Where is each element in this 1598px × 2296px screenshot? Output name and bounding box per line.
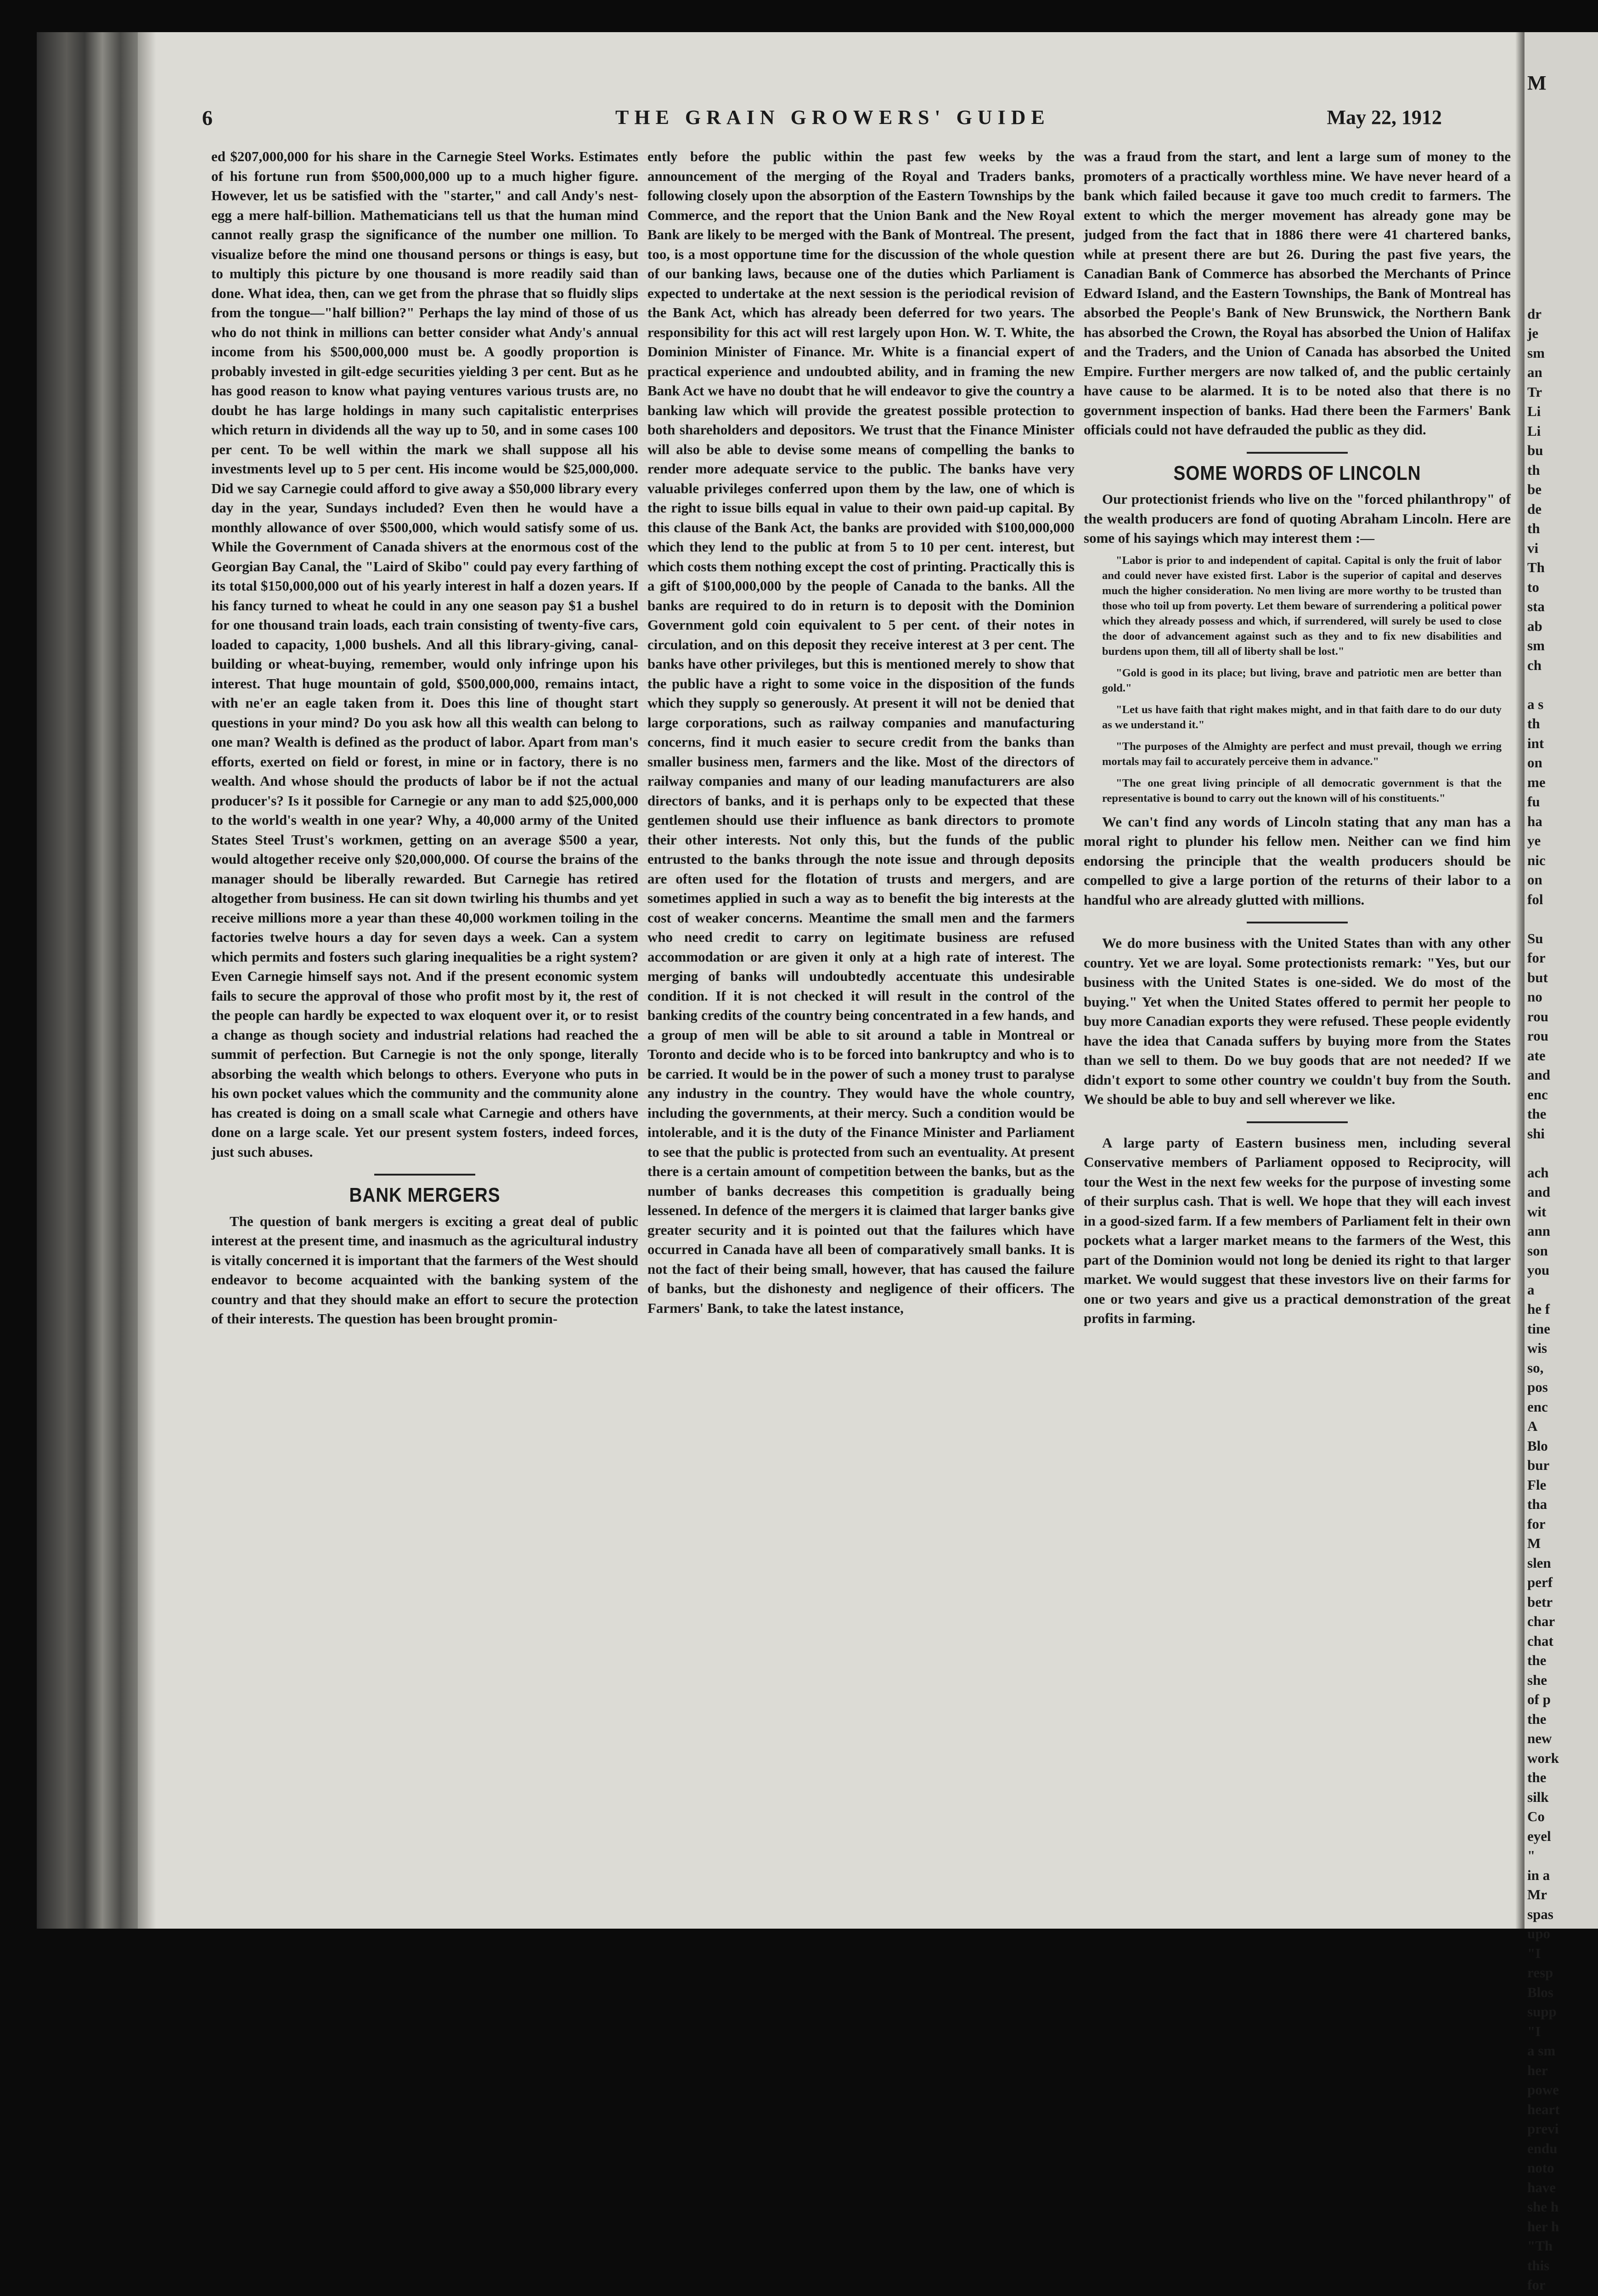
facing-page-line: sm bbox=[1527, 636, 1598, 656]
facing-page-line: on bbox=[1527, 753, 1598, 773]
facing-page-line: Blo bbox=[1527, 1436, 1598, 1456]
facing-page-line: Co bbox=[1527, 1807, 1598, 1827]
facing-page-line: for bbox=[1527, 948, 1598, 968]
facing-page-header: M bbox=[1527, 73, 1598, 93]
facing-page-line: have bbox=[1527, 2178, 1598, 2198]
facing-page-line bbox=[1527, 909, 1598, 929]
facing-page-line: ab bbox=[1527, 617, 1598, 636]
facing-page-line: endu bbox=[1527, 2139, 1598, 2159]
column-2 bbox=[647, 147, 1075, 1318]
lincoln-quote: "Labor is prior to and independent of capital. Capital is only the fruit of labor and could never have existed first. Labor is the superior of capital and deserves much the higher consideration. No men living are more worthy to be trusted than those who toil up from poverty. Let them beware of surrendering a political power which they already possess and which, if surrendered, will surely be used to close the door of advancement against such as they and to fix new disabilities and burdens upon them, till all of liberty shall be lost." bbox=[1102, 553, 1502, 659]
lincoln-quote: "Gold is good in its place; but living, brave and patriotic men are better than gold." bbox=[1102, 665, 1502, 696]
newspaper-page bbox=[138, 32, 1525, 1929]
facing-page-line: Fle bbox=[1527, 1475, 1598, 1495]
facing-page-line: but bbox=[1527, 968, 1598, 988]
masthead-title: THE GRAIN GROWERS' GUIDE bbox=[615, 106, 1050, 129]
facing-page-line: fu bbox=[1527, 792, 1598, 812]
facing-page-line: supp bbox=[1527, 2002, 1598, 2022]
facing-page-text bbox=[1525, 304, 1598, 2296]
facing-page-line: eyel bbox=[1527, 1827, 1598, 1846]
facing-page-line: for bbox=[1527, 1514, 1598, 1534]
facing-page-line: int bbox=[1527, 734, 1598, 754]
trade-paragraph: We do more business with the United States than with any other country. Yet we are loyal. Some protectionists remark: "Yes, but our business with the United States is one-sided. We do most of the buying." Yet when the United States offered to permit her people to buy more Canadian exports they were refused. These people evidently have the idea that Canada suffers by buying more from the States than we sell to them. Do we buy goods that are not needed? If we didn't export to some other country we couldn't buy from the South. We should be able to buy and sell wherever we like. bbox=[1084, 934, 1511, 1109]
facing-page-line: ann bbox=[1527, 1221, 1598, 1241]
facing-page-line: the bbox=[1527, 1710, 1598, 1729]
lincoln-intro: Our protectionist friends who live on the "forced philanthropy" of the wealth producers are fond of quoting Abraham Lincoln. Here are some of his sayings which may interest them :— bbox=[1084, 490, 1511, 548]
facing-page-line: perf bbox=[1527, 1573, 1598, 1593]
facing-page-line: sta bbox=[1527, 597, 1598, 617]
bank-mergers-heading: BANK MERGERS bbox=[237, 1186, 613, 1205]
facing-page-line: A bbox=[1527, 1417, 1598, 1436]
facing-page-line: a s bbox=[1527, 695, 1598, 715]
facing-page-line: vi bbox=[1527, 539, 1598, 558]
facing-page-line: Blos bbox=[1527, 1983, 1598, 2003]
facing-page-line: work bbox=[1527, 1749, 1598, 1768]
facing-page-line: so, bbox=[1527, 1358, 1598, 1378]
issue-date: May 22, 1912 bbox=[1327, 106, 1442, 129]
facing-page-line: a sm bbox=[1527, 2041, 1598, 2061]
facing-page-line: of p bbox=[1527, 1690, 1598, 1710]
facing-page-line: in a bbox=[1527, 1866, 1598, 1885]
facing-page-line: bu bbox=[1527, 441, 1598, 461]
facing-page-line: shi bbox=[1527, 1124, 1598, 1144]
facing-page-line: Tr bbox=[1527, 383, 1598, 402]
lincoln-heading: SOME WORDS OF LINCOLN bbox=[1109, 464, 1485, 484]
facing-page-line: powe bbox=[1527, 2080, 1598, 2100]
facing-page-line: wis bbox=[1527, 1339, 1598, 1358]
section-divider bbox=[1247, 922, 1348, 923]
facing-page-line: rou bbox=[1527, 1007, 1598, 1027]
facing-page-line: ate bbox=[1527, 1046, 1598, 1066]
facing-page-line: spas bbox=[1527, 1905, 1598, 1925]
facing-page-line: the bbox=[1527, 1651, 1598, 1671]
facing-page-line: th bbox=[1527, 714, 1598, 734]
facing-page-line: previ bbox=[1527, 2119, 1598, 2139]
facing-page-line: wit bbox=[1527, 1202, 1598, 1222]
section-divider bbox=[374, 1174, 475, 1176]
facing-page-line: tha bbox=[1527, 1495, 1598, 1514]
facing-page-line: th bbox=[1527, 461, 1598, 480]
facing-page-line: M bbox=[1527, 1534, 1598, 1553]
lincoln-quote: "Let us have faith that right makes might, and in that faith dare to do our duty as we understand it." bbox=[1102, 702, 1502, 732]
facing-page-line: this bbox=[1527, 2256, 1598, 2276]
facing-page-line: je bbox=[1527, 324, 1598, 343]
facing-page-line: Su bbox=[1527, 929, 1598, 949]
facing-page-line: for bbox=[1527, 2275, 1598, 2295]
facing-page-line: dr bbox=[1527, 304, 1598, 324]
facing-page-line: Th bbox=[1527, 558, 1598, 578]
running-header bbox=[138, 106, 1525, 142]
facing-page-line: sm bbox=[1527, 343, 1598, 363]
facing-page-line: char bbox=[1527, 1612, 1598, 1632]
facing-page-line: de bbox=[1527, 500, 1598, 519]
lincoln-quote: "The purposes of the Almighty are perfect and must prevail, though we erring mortals may fail to accurately perceive them in advance." bbox=[1102, 739, 1502, 769]
facing-page-line: nic bbox=[1527, 851, 1598, 871]
facing-page-line: and bbox=[1527, 1182, 1598, 1202]
facing-page-line: noto bbox=[1527, 2158, 1598, 2178]
facing-page-line: and bbox=[1527, 1065, 1598, 1085]
facing-page-line: an bbox=[1527, 363, 1598, 383]
facing-page-line: son bbox=[1527, 1241, 1598, 1261]
column-3 bbox=[1084, 147, 1511, 1328]
page-number: 6 bbox=[202, 106, 213, 130]
facing-page-line: "I bbox=[1527, 2022, 1598, 2042]
facing-page bbox=[1525, 32, 1598, 1929]
facing-page-line: she bbox=[1527, 1671, 1598, 1690]
facing-page-line: " bbox=[1527, 1846, 1598, 1866]
facing-page-line: Mr bbox=[1527, 1885, 1598, 1905]
facing-page-line: resp bbox=[1527, 1963, 1598, 1983]
facing-page-line: to bbox=[1527, 578, 1598, 597]
facing-page-line: ye bbox=[1527, 831, 1598, 851]
facing-page-line: "I bbox=[1527, 1944, 1598, 1964]
facing-page-line: be bbox=[1527, 480, 1598, 500]
facing-page-line: rou bbox=[1527, 1026, 1598, 1046]
facing-page-line: the bbox=[1527, 1768, 1598, 1788]
carnegie-article-text: ed $207,000,000 for his share in the Carnegie Steel Works. Estimates of his fortune run from $500,000,000 up to a much higher figure. However, let us be satisfied with the "starter," and call Andy's nest-egg a mere half-billion. Mathematicians tell us that the human mind cannot really grasp the significance of the number one million. To visualize before the mind one thousand persons or things is easy, but to multiply this picture by one thousand is more readily said than done. What idea, then, can we get from the phrase that so fluidly slips from the tongue—"half billion?" Perhaps the lay mind of those of us who do not think in millions can better consider what Andy's annual income from his $500,000,000 must be. A goodly proportion is probably invested in gilt-edge securities yielding 3 per cent. But as he has good reason to know what paying ventures various trusts are, no doubt he has large holdings in many such capitalistic enterprises which return in dividends all the way up to 50, and in some cases 100 per cent. To be well within the mark we shall suppose all his investments level up to 5 per cent. His income would be $25,000,000. Did we say Carnegie could afford to give away a $50,000 library every day in the year, Sundays included? Even then he would have a monthly allowance of over $500,000, which would satisfy some of us. While the Government of Canada shivers at the enormous cost of the Georgian Bay Canal, the "Laird of Skibo" could pay every farthing of its total $150,000,000 out of his yearly interest in half a dozen years. If his fancy turned to wheat he could in any one season pay $1 a bushel for one thousand train loads, each train consisting of twenty-five cars, loaded to capacity, 1,000 bushels. And all this library-giving, canal-building or wheat-buying, remember, would only infringe upon his interest. That huge mountain of gold, $500,000,000, remains intact, with ne'er an eagle taken from it. Does this line of thought start questions in your mind? Do you ask how all this wealth can belong to one man? Wealth is defined as the product of labor. Apart from man's efforts, exerted on field or forest, in mine or in factory, there is no wealth. And whose should the products of labor be if not the actual producer's? Is it possible for Carnegie or any man to add $25,000,000 to the world's wealth in one year? Why, a 40,000 army of the United States Steel Trust's workmen, getting on an average $500 a year, would altogether receive only $20,000,000. Of course the brains of the manager should be liberally rewarded. But Carnegie has retired altogether from business. He can sit down twirling his thumbs and yet receive millions more a year than these 40,000 workmen toiling in the factories twelve hours a day for seven days a week. Can a system which permits and fosters such glaring inequalities be a right system? Even Carnegie himself says not. And if the present economic system fails to secure the approval of those who profit most by it, the rest of the people can hardly be expected to wax eloquent over it, or to resist a change as though society and industrial relations had reached the summit of perfection. But Carnegie is not the only sponge, literally absorbing the wealth which belongs to others. Everyone who puts in his own pocket values which the community and the community alone has created is doing on a small scale what Carnegie and others have done on a large scale. Yet our present system fosters, indeed forces, just such abuses. bbox=[211, 147, 638, 1162]
facing-page-line: me bbox=[1527, 773, 1598, 793]
facing-page-line: no bbox=[1527, 987, 1598, 1007]
facing-page-line: enc bbox=[1527, 1085, 1598, 1105]
facing-page-line: ha bbox=[1527, 812, 1598, 832]
eastern-business-paragraph: A large party of Eastern business men, including several Conservative members of Parliament opposed to Reciprocity, will tour the West in the next few weeks for the purpose of investing some of their surplus cash. That is well. We hope that they will each invest in a good-sized farm. If a few members of Parliament felt in their own pockets what a larger market means to the farmers of the West, this part of the Dominion would not long be denied its right to that larger market. We would suggest that these investors live on their farms for one or two years and give us a practical demonstration of the great profits in farming. bbox=[1084, 1133, 1511, 1328]
bank-mergers-conclusion: was a fraud from the start, and lent a large sum of money to the promoters of a practically worthless mine. We have never heard of a bank which failed because it gave too much credit to farmers. The extent to which the merger movement has already gone may be judged from the fact that in 1886 there were 41 chartered banks, while at present there are but 26. During the past five years, the Canadian Bank of Commerce has absorbed the Merchants of Prince Edward Island, and the Eastern Townships, the Bank of Montreal has absorbed the People's Bank of New Brunswick, the Northern Bank has absorbed the Crown, the Royal has absorbed the Union of Halifax and the Traders, and the Union of Canada has absorbed the United Empire. Further mergers are now talked of, and the public certainly have cause to be alarmed. It is to be noted also that there is no government inspection of banks. Had there been the Farmers' Bank officials could not have defrauded the public as they did. bbox=[1084, 147, 1511, 440]
facing-page-line: pos bbox=[1527, 1378, 1598, 1397]
facing-page-line: heart bbox=[1527, 2100, 1598, 2120]
facing-page-line: th bbox=[1527, 519, 1598, 539]
facing-page-line: she h bbox=[1527, 2197, 1598, 2217]
facing-page-line: ach bbox=[1527, 1163, 1598, 1183]
facing-page-line: "Th bbox=[1527, 2236, 1598, 2256]
facing-page-line: chat bbox=[1527, 1632, 1598, 1651]
facing-page-line: upo bbox=[1527, 1924, 1598, 1944]
lincoln-quotes bbox=[1102, 553, 1502, 806]
lincoln-commentary: We can't find any words of Lincoln stating that any man has a moral right to plunder his fellow men. Neither can we find him endorsing the principle that the wealth producers should be compelled to give a large portion of the returns of their labor to a handful who are already glutted with millions. bbox=[1084, 812, 1511, 910]
facing-page-line: tine bbox=[1527, 1319, 1598, 1339]
section-divider bbox=[1247, 452, 1348, 454]
facing-page-line: Li bbox=[1527, 402, 1598, 422]
facing-page-line: you bbox=[1527, 1261, 1598, 1280]
facing-page-line bbox=[1527, 675, 1598, 695]
facing-page-line: ch bbox=[1527, 656, 1598, 675]
facing-page-line: a bbox=[1527, 1280, 1598, 1300]
facing-page-line: bur bbox=[1527, 1456, 1598, 1475]
bank-mergers-body: ently before the public within the past few weeks by the announcement of the merging of the Royal and Traders banks, following closely upon the absorption of the Eastern Townships by the Commerce, and the report that the Union Bank and the New Royal Bank are likely to be merged with the Bank of Montreal. The present, too, is a most opportune time for the discussion of the whole question of our banking laws, because one of the duties which Parliament is expected to undertake at the next session is the periodical revision of the Bank Act, which has already been deferred for two years. The responsibility for this act will rest largely upon Hon. W. T. White, the Dominion Minister of Finance. Mr. White is a financial expert of practical experience and undoubted ability, and in framing the new Bank Act we have no doubt that he will endeavor to give the country a banking law which will provide the greatest possible protection to both shareholders and depositors. We trust that the Finance Minister will also be able to devise some means of compelling the banks to render more adequate service to the public. The banks have very valuable privileges conferred upon them by the law, one of which is the right to issue bills equal in value to their own paid-up capital. By this clause of the Bank Act, the banks are provided with $100,000,000 which they lend to the public at from 5 to 10 per cent. interest, but which costs them nothing except the cost of printing. Practically this is a gift of $100,000,000 by the people of Canada to the banks. All the banks are required to do in return is to deposit with the Dominion Government gold coin equivalent to 5 per cent. of their notes in circulation, and on this deposit they receive interest at 3 per cent. The banks have other privileges, but this is mentioned merely to show that the public have a right to some voice in the disposition of the funds which they supply so generously. At present it will not be denied that large corporations, such as railway companies and manufacturing concerns, find it much easier to secure credit from the banks than smaller business men, farmers and the like. Most of the directors of railway companies and many of our leading manufacturers are also directors of banks, and it is perhaps only to be expected that these gentlemen should use their influence as bank directors to promote their other interests. Not only this, but the funds of the public entrusted to the banks through the note issue and through deposits are often used for the flotation of trusts and mergers, and are sometimes applied in such a way as to benefit the big interests at the cost of weaker concerns. Meantime the small men and the farmers who need credit to carry on legitimate business are refused accommodation or are given it only at a high rate of interest. The merging of banks will undoubtedly accentuate this undesirable condition. If it is not checked it will result in the control of the banking credits of the country being concentrated in a few hands, and a group of men will be able to sit around a table in Montreal or Toronto and decide who is to be forced into bankruptcy and who is to be carried. It would be in the power of such a money trust to paralyse any industry in the country. They would have the whole country, including the governments, at their mercy. Such a condition would be intolerable, and it is the duty of the Finance Minister and Parliament to see that the public is protected from such an eventuality. At present there is a certain amount of competition between the banks, but as the number of banks decreases this competition is gradually being lessened. In defence of the mergers it is claimed that larger banks give greater security and it is pointed out that the failures which have occurred in Canada have all been of comparatively small banks. It is not the fact of their being small, however, that has caused the failure of banks, but the dishonesty and negligence of their officers. The Farmers' Bank, to take the latest instance, bbox=[647, 147, 1075, 1318]
facing-page-line: the bbox=[1527, 1104, 1598, 1124]
facing-page-line: betr bbox=[1527, 1593, 1598, 1612]
facing-page-line: her bbox=[1527, 2061, 1598, 2081]
section-divider bbox=[1247, 1121, 1348, 1123]
facing-page-line: silk bbox=[1527, 1788, 1598, 1807]
facing-page-line: fol bbox=[1527, 890, 1598, 910]
facing-page-line: on bbox=[1527, 870, 1598, 890]
lincoln-quote: "The one great living principle of all democratic government is that the representative is bound to carry out the known will of his constituents." bbox=[1102, 776, 1502, 806]
column-1 bbox=[211, 147, 638, 1329]
facing-page-line bbox=[1527, 1143, 1598, 1163]
facing-page-line: slen bbox=[1527, 1553, 1598, 1573]
bank-mergers-intro: The question of bank mergers is exciting a great deal of public interest at the present time, and inasmuch as the agricultural industry is vitally concerned it is important that the farmers of the West should endeavor to become acquainted with the banking system of the country and that they should make an effort to secure the protection of their interests. The question has been brought promin- bbox=[211, 1212, 638, 1329]
facing-page-line: new bbox=[1527, 1729, 1598, 1749]
facing-page-line: Li bbox=[1527, 422, 1598, 441]
facing-page-line: he f bbox=[1527, 1300, 1598, 1319]
facing-page-line: enc bbox=[1527, 1397, 1598, 1417]
facing-page-line: her h bbox=[1527, 2217, 1598, 2237]
